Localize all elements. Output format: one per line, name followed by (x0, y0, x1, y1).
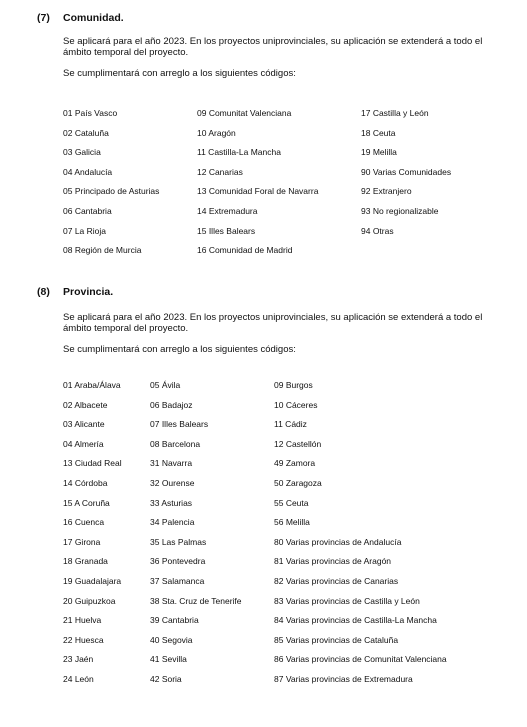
community-code-item: 11 Castilla-La Mancha (197, 147, 281, 158)
province-code-item: 06 Badajoz (150, 399, 193, 410)
province-code-item: 05 Ávila (150, 380, 181, 390)
province-code-item: 39 Cantabria (150, 615, 199, 626)
section-8-paragraph-1: Se aplicará para el año 2023. En los proyectos uniprovinciales, su aplicación se extenderá a todo el ámbito temporal del proyecto. (63, 312, 483, 334)
community-code-item: 04 Andalucía (63, 166, 113, 177)
province-code-item: 81 Varias provincias de Aragón (274, 556, 392, 567)
community-code-item: 08 Región de Murcia (63, 245, 142, 256)
community-code-item: 90 Varias Comunidades (361, 166, 452, 177)
section-7-paragraph-1: Se aplicará para el año 2023. En los proyectos uniprovinciales, su aplicación se extenderá a todo el ámbito temporal del proyecto. (63, 36, 483, 58)
province-code-item: 14 Córdoba (63, 478, 108, 488)
province-code-item: 82 Varias provincias de Canarias (274, 576, 399, 586)
section-8-paragraph-2: Se cumplimentará con arreglo a los siguientes códigos: (63, 344, 296, 355)
community-code-item: 94 Otras (361, 225, 394, 236)
section-7-number: (7) (37, 12, 50, 24)
province-code-item: 16 Cuenca (63, 517, 105, 528)
province-code-item: 31 Navarra (150, 458, 193, 469)
province-code-item: 09 Burgos (274, 380, 313, 390)
province-code-item: 23 Jaén (63, 654, 94, 665)
province-code-item: 17 Girona (63, 536, 101, 547)
province-code-item: 83 Varias provincias de Castilla y León (274, 595, 420, 606)
province-code-item: 15 A Coruña (63, 497, 110, 508)
community-code-item: 03 Galicia (63, 147, 101, 158)
province-code-item: 19 Guadalajara (63, 576, 122, 586)
community-code-item: 19 Melilla (361, 147, 397, 158)
community-code-item: 09 Comunitat Valenciana (197, 108, 292, 118)
province-code-item: 11 Cádiz (274, 419, 307, 430)
community-code-item: 15 Illes Balears (197, 225, 256, 236)
section-7-paragraph-2: Se cumplimentará con arreglo a los siguientes códigos: (63, 68, 296, 79)
province-code-item: 87 Varias provincias de Extremadura (274, 674, 413, 684)
province-code-item: 35 Las Palmas (150, 536, 207, 547)
province-code-item: 42 Soria (150, 674, 182, 684)
province-code-item: 01 Araba/Álava (63, 380, 121, 390)
province-code-item: 13 Ciudad Real (63, 458, 122, 469)
section-7-title: Comunidad. (63, 12, 124, 24)
province-code-item: 08 Barcelona (150, 438, 201, 449)
community-code-item: 16 Comunidad de Madrid (197, 245, 293, 256)
province-code-item: 22 Huesca (63, 634, 104, 645)
province-code-item: 41 Sevilla (150, 654, 187, 665)
province-code-item: 20 Guipuzkoa (63, 595, 116, 606)
province-code-item: 34 Palencia (150, 517, 195, 528)
province-code-item: 21 Huelva (63, 615, 102, 626)
province-code-item: 56 Melilla (274, 517, 310, 528)
community-code-item: 17 Castilla y León (361, 108, 429, 118)
province-code-item: 84 Varias provincias de Castilla-La Mancha (274, 615, 437, 626)
province-code-item: 36 Pontevedra (150, 556, 206, 567)
section-8-title: Provincia. (63, 286, 114, 298)
community-code-item: 92 Extranjero (361, 186, 412, 197)
community-code-item: 06 Cantabria (63, 206, 112, 216)
province-code-item: 86 Varias provincias de Comunitat Valenciana (274, 654, 447, 665)
province-code-item: 04 Almería (63, 438, 104, 449)
province-code-item: 50 Zaragoza (274, 478, 322, 488)
province-code-item: 03 Alicante (63, 419, 105, 430)
province-code-item: 02 Albacete (63, 399, 108, 410)
community-code-item: 10 Aragón (197, 127, 236, 138)
province-code-item: 38 Sta. Cruz de Tenerife (150, 595, 242, 606)
community-code-item: 05 Principado de Asturias (63, 186, 160, 197)
province-code-item: 24 León (63, 674, 94, 684)
province-code-item: 10 Cáceres (274, 399, 318, 410)
province-code-item: 18 Granada (63, 556, 108, 567)
community-code-item: 93 No regionalizable (361, 206, 439, 216)
community-code-item: 12 Canarias (197, 166, 243, 177)
province-code-item: 32 Ourense (150, 478, 195, 488)
community-code-item: 18 Ceuta (361, 127, 396, 138)
community-code-item: 02 Cataluña (63, 127, 109, 138)
community-code-item: 07 La Rioja (63, 225, 107, 236)
province-code-item: 37 Salamanca (150, 576, 205, 586)
province-code-item: 55 Ceuta (274, 497, 309, 508)
province-code-item: 85 Varias provincias de Cataluña (274, 634, 399, 645)
section-8-number: (8) (37, 286, 50, 298)
community-code-item: 13 Comunidad Foral de Navarra (197, 186, 319, 197)
province-code-item: 12 Castellón (274, 438, 322, 449)
province-code-item: 07 Illes Balears (150, 419, 209, 430)
community-code-item: 14 Extremadura (197, 206, 258, 216)
community-code-item: 01 País Vasco (63, 108, 118, 118)
province-code-item: 49 Zamora (274, 458, 316, 469)
province-code-item: 33 Asturias (150, 497, 193, 508)
province-code-item: 40 Segovia (150, 634, 193, 645)
province-code-item: 80 Varias provincias de Andalucía (274, 536, 402, 547)
